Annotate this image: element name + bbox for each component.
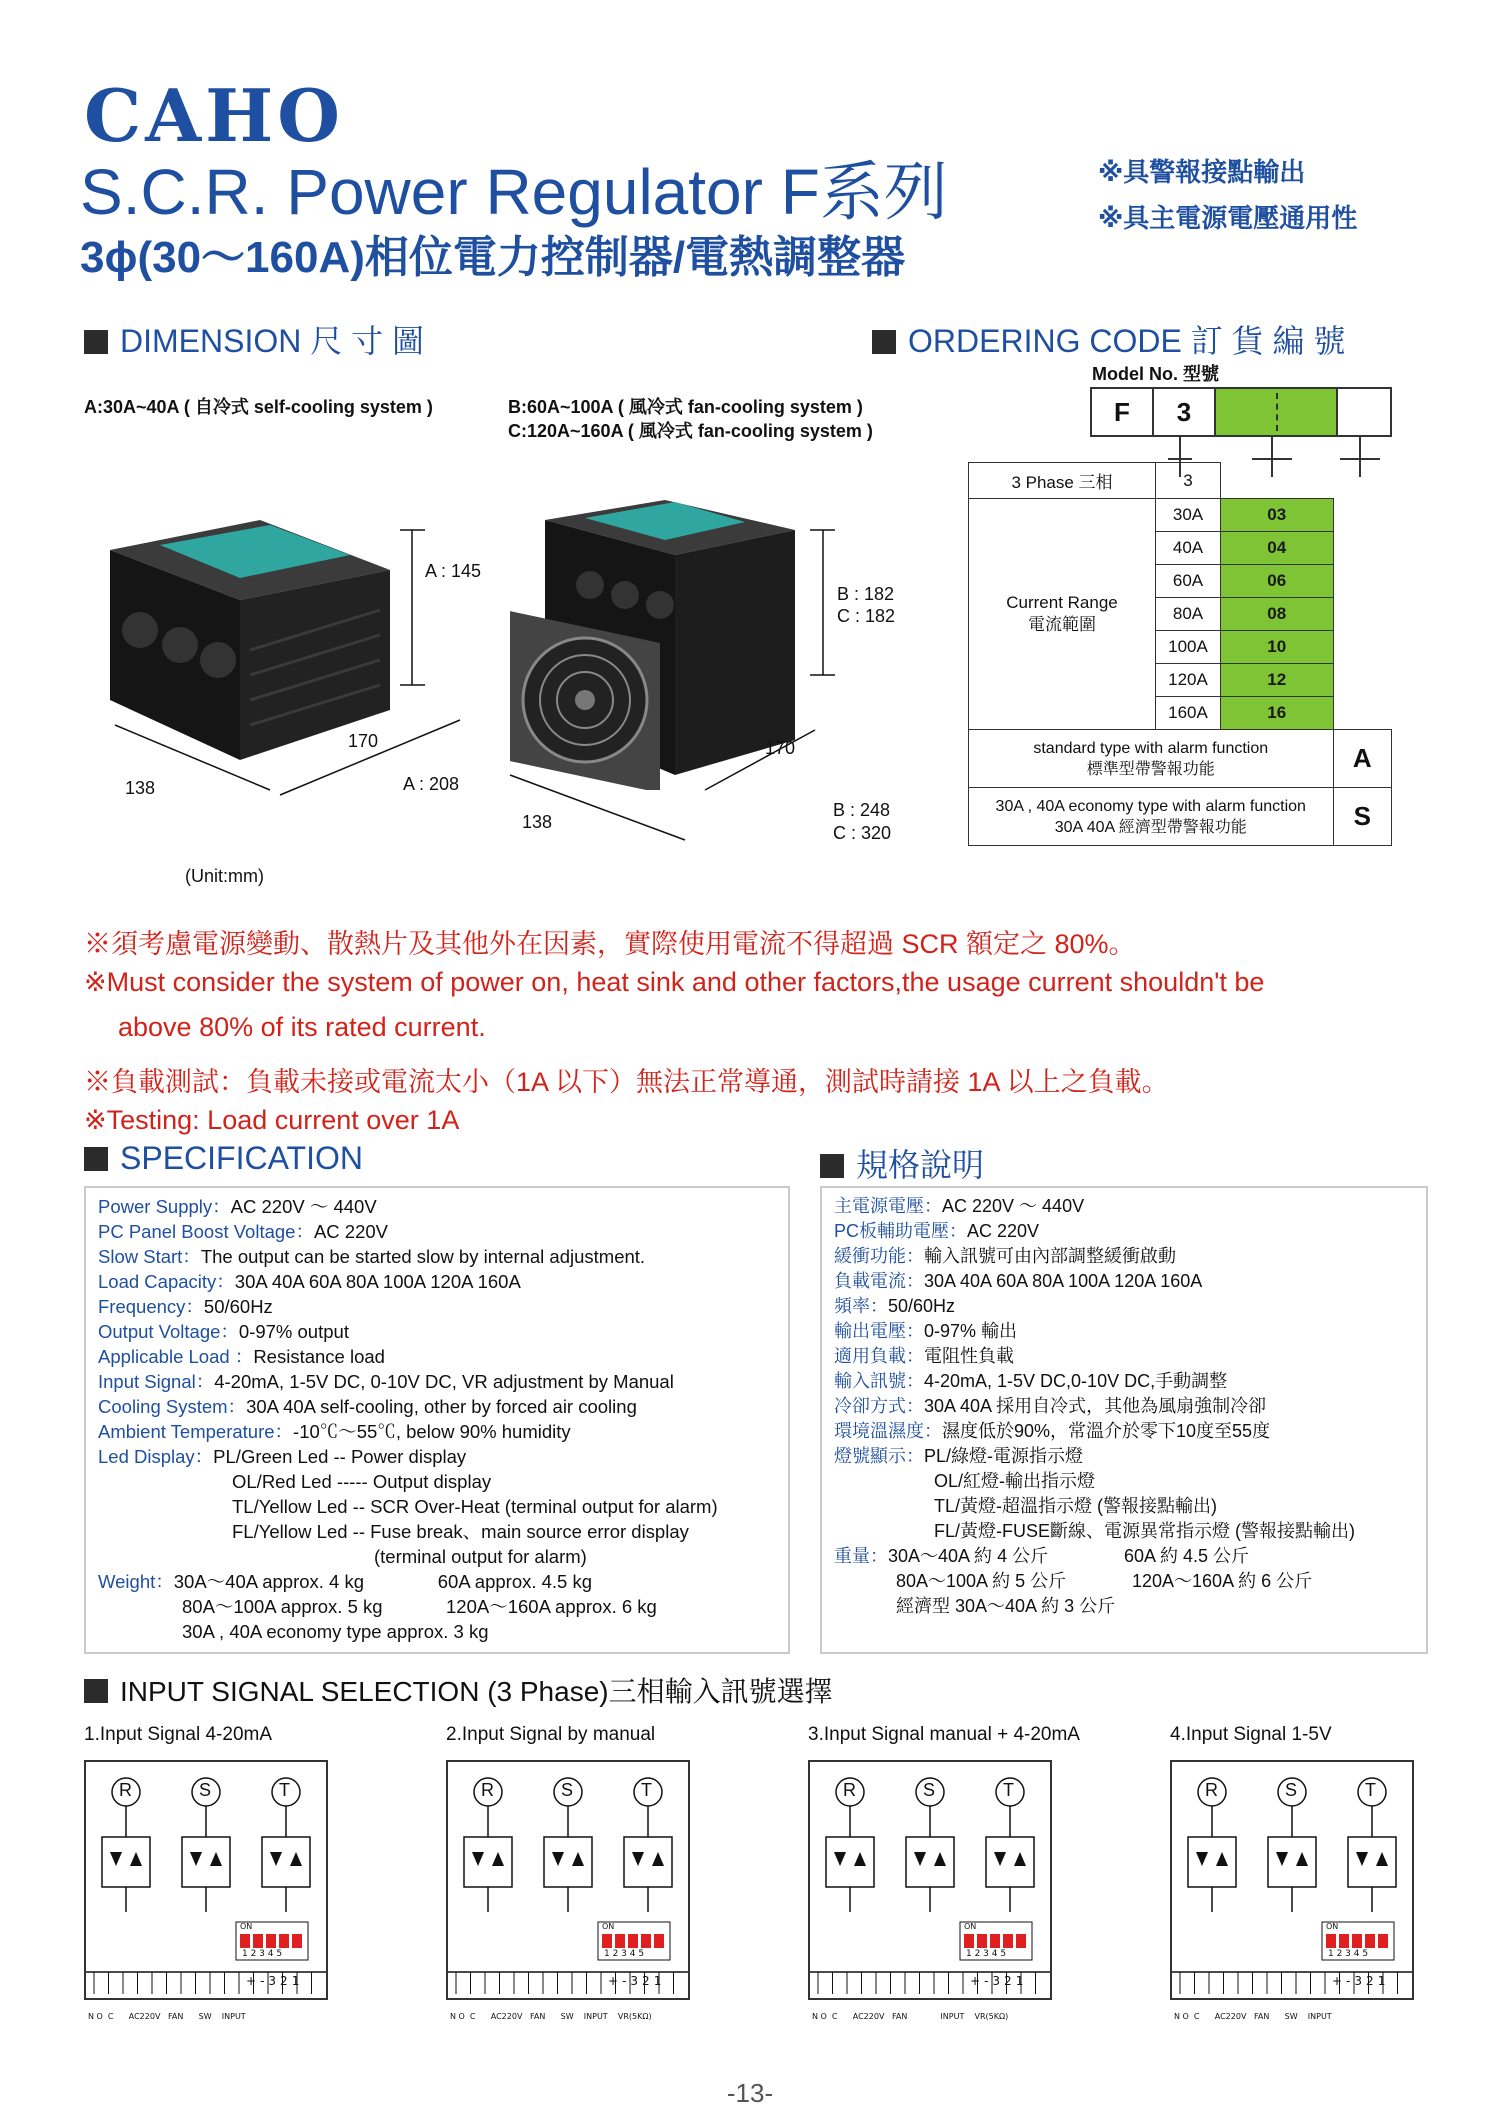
terminal-label: + [970,1974,985,1988]
spec-key: Load Capacity： [98,1271,235,1292]
type-code-a: A [1333,730,1392,788]
phase-label: S [561,1780,574,1800]
spec-value: 30A 40A self-cooling, other by forced air cooling [246,1396,637,1417]
spec-row [834,1369,1414,1394]
phase-label: T [1365,1780,1376,1800]
spec-row [834,1294,1414,1319]
type-economy-zh: 30A 40A 經濟型帶警報功能 [1054,818,1247,836]
ordering-heading-text: ORDERING CODE 訂 貨 編 號 [908,323,1346,359]
spec-key: Frequency： [98,1296,204,1317]
spec-value: AC 220V ～ 440V [230,1196,377,1217]
square-bullet-icon [84,330,108,354]
terminal-labels [246,1974,303,1988]
led-line: OL/紅燈-輸出指示燈 [934,1471,1096,1491]
weight-row [98,1594,776,1619]
note-zh-testing: ※負載測試：負載未接或電流太小（1A 以下）無法正常導通，測試時請接 1A 以上之負載。 [84,1067,1169,1097]
spec-key: Applicable Load ： [98,1346,254,1367]
spec-value: AC 220V ～ 440V [942,1196,1085,1216]
range-code: 16 [1221,697,1334,730]
dimension-heading-text: DIMENSION 尺 寸 圖 [120,323,425,359]
spec-value: 4-20mA, 1-5V DC,0-10V DC,手動調整 [924,1371,1228,1391]
type-code-s: S [1333,788,1392,846]
terminal-label: 3 [268,1974,281,1988]
spec-value: 電阻性負載 [924,1346,1014,1366]
spec-value: 50/60Hz [203,1296,273,1317]
note-zh-current: ※須考慮電源變動、散熱片及其他外在因素，實際使用電流不得超過 SCR 額定之 80%。 [84,929,1136,959]
spec-en-box [84,1186,790,1654]
phase-label: T [279,1780,290,1800]
spec-en-heading [84,1140,363,1177]
spec-value: 0-97% output [238,1321,349,1342]
square-bullet-icon [84,1147,108,1171]
terminal-caption: N O C AC220V FAN SW INPUT [88,2012,246,2021]
range-code: 06 [1221,565,1334,598]
range-code: 04 [1221,532,1334,565]
weight-value: 120A～160A 約 6 公斤 [1132,1571,1313,1591]
terminal-label: 2 [1004,1974,1016,1988]
wiring-diagram [1170,1760,1414,2000]
dip-numbers: 1 2 3 4 5 [1328,1949,1369,1959]
dip-on-label: ON [240,1922,253,1931]
square-bullet-icon [820,1154,844,1178]
terminal-labels [970,1974,1027,1988]
spec-value: 30A 40A 採用自冷式，其他為風扇強制冷卻 [924,1396,1267,1416]
code-box-type [1338,389,1390,435]
page-subtitle: 3ϕ(30～160A)相位電力控制器/電熱調整器 [80,233,906,282]
weight-row [834,1569,1414,1594]
weight-value: 80A～100A approx. 5 kg [182,1596,383,1617]
code-box-3: 3 [1154,389,1216,435]
dim-c-length: C : 320 [833,823,892,843]
code-box-current [1216,389,1338,435]
page-number: -13- [726,2078,774,2108]
range-amp: 40A [1156,532,1221,565]
input-signal-heading [84,1670,833,1710]
phase-label: R [843,1780,856,1800]
phase-label: T [1003,1780,1014,1800]
square-bullet-icon [84,1679,108,1703]
dim-c-height: C : 182 [837,606,896,626]
dimension-type-c: C:120A~160A ( 風冷式 fan-cooling system ) [508,421,873,441]
phase-label: S [1285,1780,1298,1800]
spec-row [834,1344,1414,1369]
terminal-label: 3 [1354,1974,1367,1988]
spec-value: Resistance load [253,1346,385,1367]
phase-label: T [641,1780,652,1800]
spec-key: 燈號顯示： [834,1446,924,1466]
weight-value: 120A～160A approx. 6 kg [446,1596,657,1617]
spec-key: Slow Start： [98,1246,201,1267]
weight-value: 60A 約 4.5 公斤 [1124,1546,1250,1566]
note-en-testing: ※Testing: Load current over 1A [84,1105,460,1135]
spec-row [834,1419,1414,1444]
terminal-label: - [984,1974,993,1988]
led-line: FL/Yellow Led -- Fuse break、main source error display [232,1521,689,1542]
spec-key: 緩衝功能： [834,1246,924,1266]
dimension-type-a: A:30A~40A ( 自冷式 self-cooling system ) [84,397,433,417]
type-economy [969,788,1334,846]
dip-on-label: ON [964,1922,977,1931]
spec-value: The output can be started slow by internal adjustment. [200,1246,646,1267]
weight-row [98,1619,776,1644]
spec-key: PC板輔助電壓： [834,1221,968,1241]
phase-label: 3 Phase 三相 [969,463,1156,499]
terminal-caption: N O C AC220V FAN INPUT VR(5KΩ) [812,2012,1009,2021]
model-no-label: Model No. 型號 [1092,364,1219,384]
spec-key: Output Voltage： [98,1321,239,1342]
spec-key: Power Supply： [98,1196,231,1217]
spec-row [834,1219,1414,1244]
dim-b-height: B : 182 [837,584,895,604]
diagram-title: 1.Input Signal 4-20mA [84,1724,273,1745]
led-line: OL/Red Led ----- Output display [232,1471,492,1492]
dim-a-height: A : 145 [425,561,482,581]
note-en-current-2: above 80% of its rated current. [118,1012,486,1042]
dim-b-width: 138 [522,812,553,832]
led-line: (terminal output for alarm) [374,1546,587,1567]
spec-key: PC Panel Boost Voltage： [98,1221,314,1242]
terminal-labels [608,1974,665,1988]
feature-2: ※具主電源電壓通用性 [1098,204,1358,234]
led-line: TL/黃燈-超溫指示燈 (警報接點輸出) [934,1496,1217,1516]
spec-row [98,1244,776,1269]
spec-row [834,1319,1414,1344]
spec-key: 適用負載： [834,1346,924,1366]
spec-row [834,1269,1414,1294]
range-code: 08 [1221,598,1334,631]
dim-a-depth: 170 [348,731,379,751]
spec-row [98,1369,776,1394]
terminal-label: 1 [653,1974,666,1988]
range-code: 10 [1221,631,1334,664]
spec-key: Input Signal： [98,1371,215,1392]
dip-numbers: 1 2 3 4 5 [966,1949,1007,1959]
phase-label: R [481,1780,494,1800]
weight-key: Weight： [98,1571,174,1592]
terminal-label: 2 [280,1974,292,1988]
range-amp: 80A [1156,598,1221,631]
spec-value: 輸入訊號可由內部調整緩衝啟動 [924,1246,1176,1266]
spec-value: AC 220V [967,1221,1040,1241]
terminal-label: + [608,1974,623,1988]
spec-key: 輸出電壓： [834,1321,924,1341]
range-code: 03 [1221,499,1334,532]
led-line: FL/黃燈-FUSE斷線、電源異常指示燈 (警報接點輸出) [934,1521,1355,1541]
dimension-heading [84,316,424,362]
terminal-label: 1 [1015,1974,1028,1988]
weight-row [834,1594,1414,1619]
phase-value: 3 [1156,463,1221,499]
spec-key: Cooling System： [98,1396,247,1417]
spec-row [98,1444,776,1469]
spec-key: 頻率： [834,1296,888,1316]
type-standard-en: standard type with alarm function [1033,739,1269,757]
phase-label: R [1205,1780,1218,1800]
spec-key: 環境溫濕度： [834,1421,942,1441]
dip-numbers: 1 2 3 4 5 [604,1949,645,1959]
terminal-label: - [1346,1974,1355,1988]
dip-numbers: 1 2 3 4 5 [242,1949,283,1959]
model-code-boxes [1090,387,1392,437]
current-range-label [969,499,1156,730]
spec-row [98,1344,776,1369]
spec-row [98,1419,776,1444]
type-standard-zh: 標準型帶警報功能 [1086,760,1215,778]
spec-value: 30A 40A 60A 80A 100A 120A 160A [924,1271,1203,1291]
dimension-type-b: B:60A~100A ( 風冷式 fan-cooling system ) [508,397,863,417]
weight-value: 60A approx. 4.5 kg [437,1571,593,1592]
diagram-title: 3.Input Signal manual + 4-20mA [808,1724,1080,1745]
dimension-lines-2 [505,520,885,860]
spec-key: 負載電流： [834,1271,924,1291]
brand-logo [84,73,344,158]
terminal-labels [1332,1974,1389,1988]
phase-label: S [199,1780,212,1800]
code-box-f: F [1092,389,1154,435]
spec-row [834,1444,1414,1469]
range-amp: 160A [1156,697,1221,730]
spec-zh-heading [820,1140,984,1186]
terminal-caption: N O C AC220V FAN SW INPUT [1174,2012,1332,2021]
terminal-label: 1 [291,1974,304,1988]
spec-row [98,1194,776,1219]
range-amp: 120A [1156,664,1221,697]
weight-value: 30A～40A 約 4 公斤 [888,1546,1049,1566]
spec-value: 50/60Hz [888,1296,956,1316]
dip-on-label: ON [602,1922,615,1931]
spec-row [98,1219,776,1244]
spec-value: -10℃～55℃, below 90% humidity [293,1421,571,1442]
spec-row [98,1394,776,1419]
weight-value: 經濟型 30A～40A 約 3 公斤 [896,1596,1116,1616]
current-range-label-en: Current Range [1006,593,1118,612]
terminal-label: 1 [1377,1974,1390,1988]
terminal-label: + [246,1974,261,1988]
spec-row [834,1194,1414,1219]
wiring-diagram [84,1760,328,2000]
spec-zh-box [820,1186,1428,1654]
ordering-table [968,462,1392,846]
terminal-label: 2 [1366,1974,1378,1988]
terminal-label: 3 [992,1974,1005,1988]
spec-value: PL/綠燈-電源指示燈 [924,1446,1084,1466]
note-en-current: ※Must consider the system of power on, heat sink and other factors,the usage current shouldn't be [84,967,1265,997]
spec-en-heading-text: SPECIFICATION [120,1140,363,1176]
feature-1: ※具警報接點輸出 [1098,158,1306,188]
led-line: TL/Yellow Led -- SCR Over-Heat (terminal output for alarm) [232,1496,718,1517]
spec-key: 輸入訊號： [834,1371,924,1391]
dimension-unit: (Unit:mm) [185,866,264,886]
diagram-title: 4.Input Signal 1-5V [1170,1724,1332,1745]
weight-row [834,1544,1414,1569]
dim-b-depth: 170 [765,738,796,758]
weight-value: 80A～100A 約 5 公斤 [896,1571,1067,1591]
wiring-diagram [446,1760,690,2000]
terminal-label: 3 [630,1974,643,1988]
spec-row [834,1394,1414,1419]
spec-row [834,1244,1414,1269]
terminal-label: 2 [642,1974,654,1988]
page-title: S.C.R. Power Regulator F系列 [80,156,948,228]
square-bullet-icon [872,330,896,354]
range-amp: 60A [1156,565,1221,598]
weight-value: 30A～40A approx. 4 kg [173,1571,365,1592]
dim-a-width: 138 [125,778,156,798]
spec-value: 0-97% 輸出 [924,1321,1018,1341]
spec-zh-heading-text: 規格說明 [856,1147,985,1183]
spec-key: Led Display： [98,1446,214,1467]
current-range-label-zh: 電流範圍 [1028,615,1096,634]
spec-key: 冷卻方式： [834,1396,924,1416]
spec-value: 4-20mA, 1-5V DC, 0-10V DC, VR adjustment by Manual [214,1371,674,1392]
spec-value: 濕度低於90%，常溫介於零下10度至55度 [942,1421,1271,1441]
spec-value: 30A 40A 60A 80A 100A 120A 160A [234,1271,521,1292]
input-signal-heading-text: INPUT SIGNAL SELECTION (3 Phase)三相輸入訊號選擇 [120,1676,833,1707]
weight-value: 30A , 40A economy type approx. 3 kg [182,1621,489,1642]
terminal-label: + [1332,1974,1347,1988]
spec-row [98,1319,776,1344]
dim-a-length: A : 208 [403,774,460,794]
range-code: 12 [1221,664,1334,697]
range-amp: 30A [1156,499,1221,532]
weight-row [98,1569,776,1594]
dip-on-label: ON [1326,1922,1339,1931]
spec-row [98,1294,776,1319]
phase-label: S [923,1780,936,1800]
spec-row [98,1269,776,1294]
ordering-heading [872,316,1345,362]
terminal-caption: N O C AC220V FAN SW INPUT VR(5KΩ) [450,2012,652,2021]
wiring-diagram [808,1760,1052,2000]
spec-value: PL/Green Led -- Power display [213,1446,467,1467]
spec-value: AC 220V [313,1221,389,1242]
phase-label: R [119,1780,132,1800]
terminal-label: - [260,1974,269,1988]
diagram-title: 2.Input Signal by manual [446,1724,656,1745]
range-amp: 100A [1156,631,1221,664]
spec-key: Ambient Temperature： [98,1421,294,1442]
brand-text: CAHO [84,73,344,158]
weight-key: 重量： [834,1546,888,1566]
type-economy-en: 30A , 40A economy type with alarm function [995,797,1306,815]
spec-key: 主電源電壓： [834,1196,942,1216]
type-standard [969,730,1334,788]
terminal-label: - [622,1974,631,1988]
dim-b-length: B : 248 [833,800,891,820]
